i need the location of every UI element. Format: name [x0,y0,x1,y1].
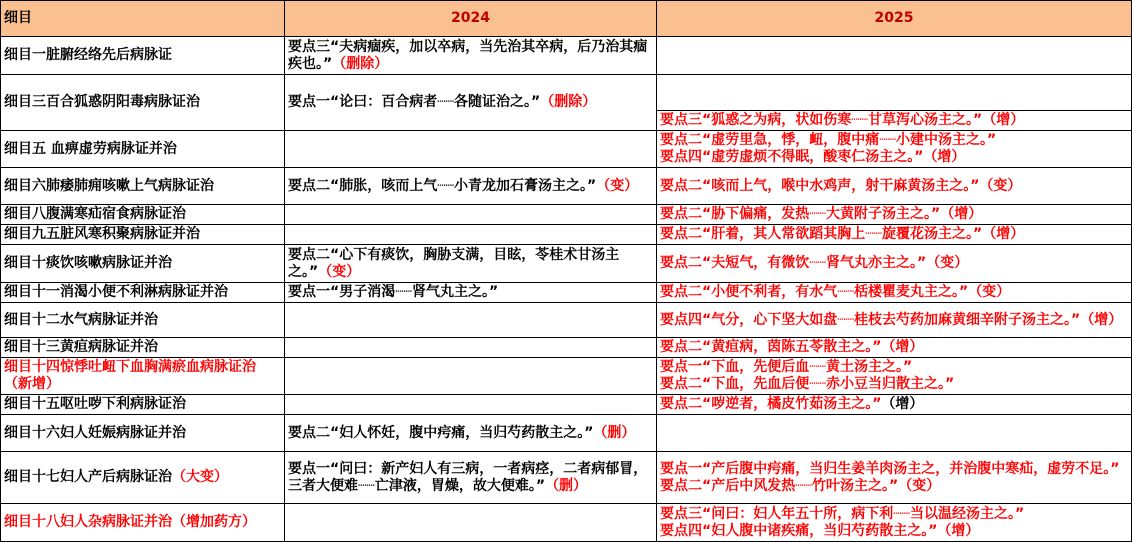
point-text: 要点一“产后腹中疞痛，当归生姜羊肉汤主之，并治腹中寒疝，虚劳不足。” [660,460,1120,477]
item-name-text: 细目十一消渴小便不利淋病脉证并治 [4,284,228,300]
point-2025 [657,303,1132,338]
point-text: 要点一“论曰：百合病者┈┈各随证治之。” [288,94,541,110]
point-2024 [285,303,657,338]
point-2024 [285,245,657,283]
point-text: 要点四“虚劳虚烦不得眠，酸枣仁汤主之。” [660,149,924,165]
item-name [1,338,285,358]
table-row [1,225,1132,245]
point-2024 [285,225,657,245]
point-2025 [657,504,1132,542]
item-name [1,395,285,415]
point-2025 [657,395,1132,415]
table-row [1,37,1132,75]
point-2025 [657,283,1132,303]
point-line [660,506,1128,523]
point-2024 [285,358,657,395]
item-name-text: 细目十七妇人产后病脉证治 [4,469,172,485]
header-row [1,1,1132,37]
point-text: 要点四“妇人腹中诸疾痛，当归芍药散主之。” [660,522,938,539]
point-text: 要点二“产后中风发热┈┈竹叶汤主之。” [660,477,899,494]
item-name-text: 细目十三黄疸病脉证并治 [4,339,158,355]
point-2024 [285,131,657,168]
item-name-text: 细目十六妇人妊娠病脉证并治 [4,424,186,441]
item-name-text: 细目十痰饮咳嗽病脉证并治 [4,255,172,271]
change-tag: （变） [968,284,1011,300]
item-name [1,283,285,303]
change-tag: （删除） [332,55,389,72]
change-tag: （删） [545,477,588,494]
point-line [660,523,1128,540]
point-2024 [285,168,657,205]
item-name [1,168,285,205]
table-row [1,504,1132,542]
change-tag: （增） [923,149,966,165]
table-row [1,245,1132,283]
item-name [1,37,285,75]
point-2024 [285,338,657,358]
point-text: 要点二“胁下偏痛，发热┈┈大黄附子汤主之。” [660,206,941,222]
point-text: 要点三“问曰：妇人年五十所，病下利┈┈当以温经汤主之。” [660,505,1025,522]
table-row [1,283,1132,303]
item-name-text: 细目三百合狐惑阴阳毒病脉证治 [4,94,200,110]
point-text: 要点二“虚劳里急，悸，衄，腹中痛┈┈小建中汤主之。” [660,132,997,148]
table-row [1,205,1132,225]
change-tag: （增） [982,226,1025,242]
change-tag: （增） [881,339,924,355]
item-name [1,205,285,225]
table-row [1,358,1132,395]
point-text: 要点四“气分，心下坚大如盘┈┈桂枝去芍药加麻黄细辛附子汤主之。” [660,311,1081,328]
change-tag: （增） [937,522,980,539]
item-name-text: 细目八腹满寒疝宿食病脉证治 [4,206,186,222]
point-2025 [657,111,1132,131]
change-tag: （增） [1080,311,1123,328]
point-line [660,149,1128,166]
point-text: 要点二“黄疸病，茵陈五苓散主之。” [660,339,882,355]
point-2025 [657,358,1132,395]
change-tag: （删除） [540,94,597,110]
table-row [1,395,1132,415]
change-tag: （增） [940,206,983,222]
point-text: 要点一“问曰：新产妇人有三病，一者病痉，二者病郁冒，三者大便难┈┈亡津液，胃燥，故大便难。” [288,460,648,494]
point-2025 [657,452,1132,504]
table-row [1,303,1132,338]
point-2024 [285,75,657,131]
point-text: 要点一“男子消渴┈┈肾气丸主之。” [288,284,499,300]
point-text: 要点二“肝着，其人常欲蹈其胸上┈┈旋覆花汤主之。” [660,226,983,242]
point-2024 [285,452,657,504]
point-2025 [657,415,1132,452]
point-2025 [657,168,1132,205]
change-tag: （变） [926,255,969,271]
item-name [1,303,285,338]
change-tag: （删） [593,424,636,441]
change-tag: （变） [318,263,361,280]
point-2025 [657,131,1132,168]
item-name-text: 细目一脏腑经络先后病脉证 [4,47,172,63]
point-line [660,376,1128,393]
item-name [1,245,285,283]
change-tag: （增） [982,112,1025,128]
point-line [660,461,1128,478]
table-row [1,131,1132,168]
point-2024 [285,205,657,225]
item-name [1,75,285,131]
change-tag: （变） [898,477,941,494]
item-name [1,131,285,168]
point-2024 [285,283,657,303]
table-row [1,168,1132,205]
point-2025 [657,225,1132,245]
point-2024 [285,395,657,415]
point-2024 [285,504,657,542]
item-name-text: 细目十四惊悸吐衄下血胸满瘀血病脉证治（新增） [4,359,256,392]
header-year-2024: 2024 [285,1,657,37]
item-name [1,225,285,245]
item-name [1,504,285,542]
point-2024 [285,415,657,452]
table-row [1,415,1132,452]
point-2025 [657,37,1132,75]
item-name-tag: （大变） [172,469,228,485]
point-line [660,359,1128,376]
point-text: 要点二“夫短气，有微饮┈┈肾气丸亦主之。” [660,255,927,271]
item-name-text: 细目十八妇人杂病脉证并治（增加药方） [4,514,256,530]
point-text: 要点二“哕逆者，橘皮竹茹汤主之。” [660,396,882,412]
item-name [1,358,285,395]
point-text: 要点三“狐惑之为病，状如伤寒┈┈甘草泻心汤主之。” [660,112,983,128]
point-text: 要点一“下血，先便后血┈┈黄土汤主之。” [660,359,913,375]
point-2025 [657,338,1132,358]
point-2025 [657,75,1132,111]
item-name-text: 细目六肺痿肺痈咳嗽上气病脉证治 [4,177,214,194]
change-tag: （增） [881,396,924,412]
table-row [1,338,1132,358]
point-text: 要点二“心下有痰饮，胸胁支满，目眩，苓桂术甘汤主之。” [288,246,620,280]
point-line [660,132,1128,149]
point-text: 要点二“肺胀，咳而上气┈┈小青龙加石膏汤主之。” [288,177,597,194]
item-name-text: 细目十五呕吐哕下利病脉证治 [4,396,186,412]
point-line [660,478,1128,495]
item-name [1,415,285,452]
table-row [1,75,1132,111]
point-text: 要点二“咳而上气，喉中水鸡声，射干麻黄汤主之。” [660,177,980,194]
point-text: 要点二“下血，先血后便┈┈赤小豆当归散主之。” [660,376,955,392]
change-tag: （变） [979,177,1022,194]
header-year-2025: 2025 [657,1,1132,37]
point-2024 [285,37,657,75]
item-name-text: 细目五 血痹虚劳病脉证并治 [4,140,177,157]
header-item: 细目 [1,1,285,37]
change-tag: （变） [596,177,639,194]
item-name-text: 细目九五脏风寒积聚病脉证并治 [4,226,200,242]
table-row [1,452,1132,504]
item-name [1,452,285,504]
point-text: 要点二“妇人怀妊，腹中疞痛，当归芍药散主之。” [288,424,594,441]
point-text: 要点二“小便不利者，有水气┈┈栝楼瞿麦丸主之。” [660,284,969,300]
point-2025 [657,245,1132,283]
point-2025 [657,205,1132,225]
item-name-text: 细目十二水气病脉证并治 [4,311,158,328]
point-text: 要点三“夫病痼疾，加以卒病，当先治其卒病，后乃治其痼疾也。” [288,38,648,72]
